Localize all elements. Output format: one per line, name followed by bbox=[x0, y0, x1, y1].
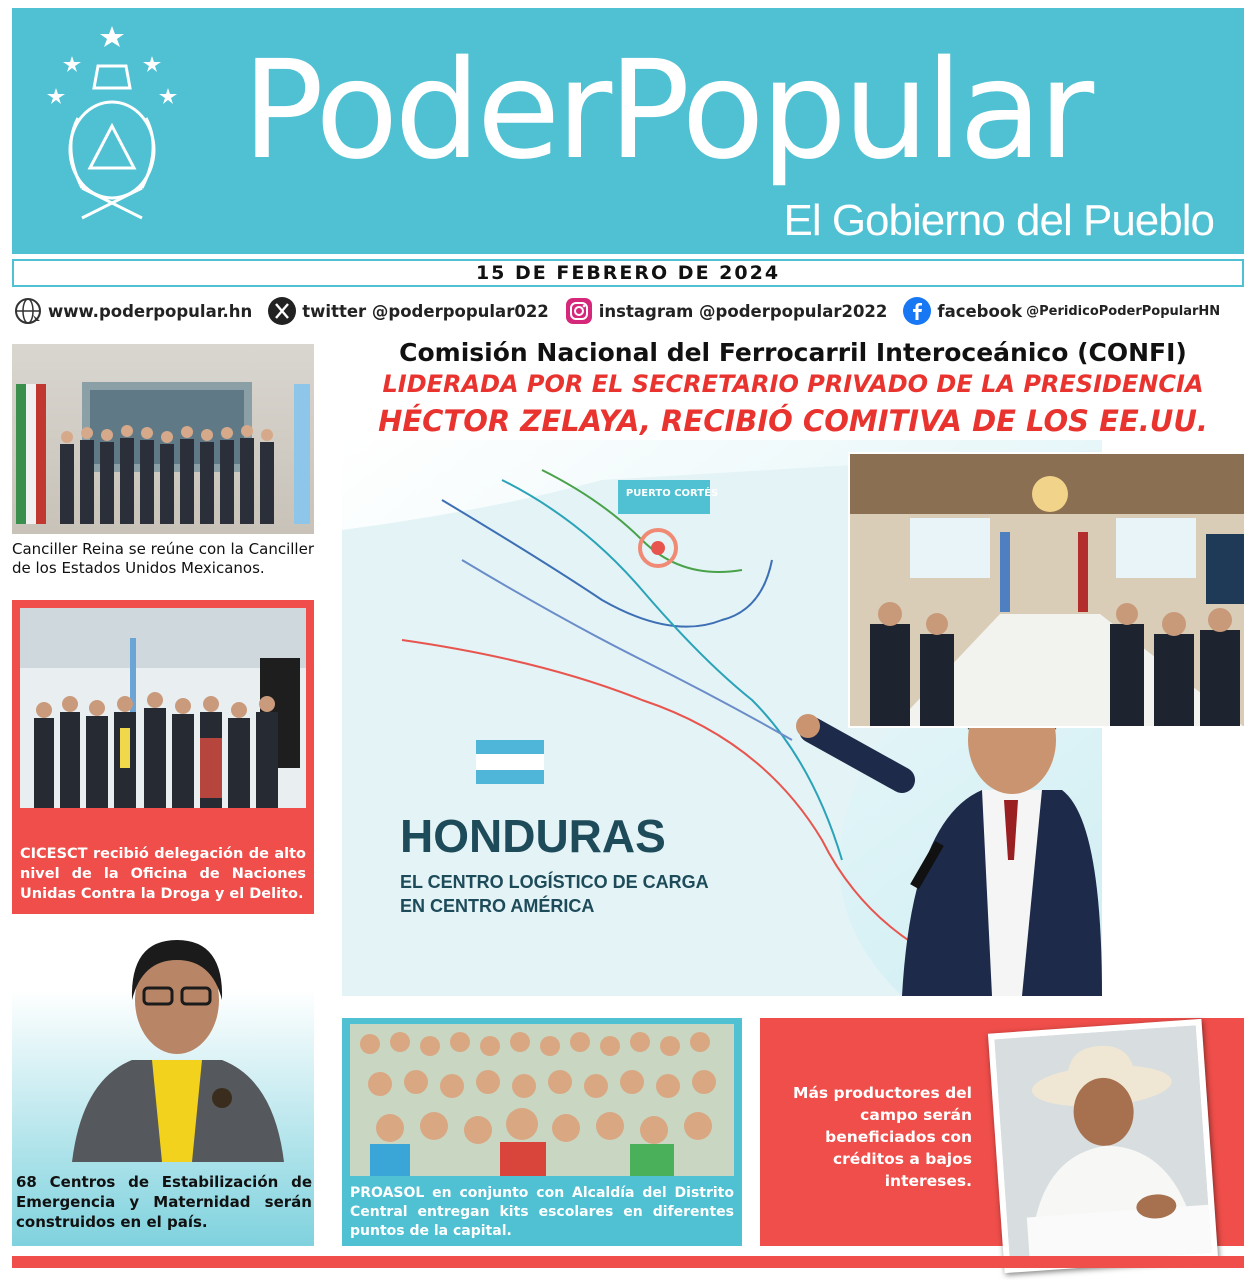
map-country: HONDURAS bbox=[400, 810, 666, 862]
social-bar bbox=[12, 294, 1244, 328]
productor-photo bbox=[988, 1019, 1218, 1273]
globe-icon bbox=[14, 297, 42, 325]
newspaper-title: PoderPopular bbox=[242, 32, 1091, 190]
website-link[interactable] bbox=[14, 297, 252, 325]
centros-caption: 68 Centros de Estabilización de Emergencia y Maternidad serán construidos en el país. bbox=[16, 1173, 312, 1231]
facebook-label: facebook bbox=[937, 301, 1023, 321]
port-label: PUERTO CORTÉS bbox=[625, 488, 719, 499]
facebook-link[interactable] bbox=[903, 297, 1220, 325]
bottom-rule bbox=[12, 1256, 1244, 1268]
twitter-link[interactable] bbox=[268, 297, 549, 325]
cicesct-photo bbox=[20, 608, 306, 808]
facebook-icon bbox=[903, 297, 931, 325]
headline-line-1: Comisión Nacional del Ferrocarril Interoceánico (CONFI) bbox=[399, 338, 1187, 367]
instagram-text: instagram @poderpopular2022 bbox=[598, 301, 888, 321]
instagram-icon bbox=[565, 297, 593, 325]
story-canciller[interactable] bbox=[12, 344, 314, 584]
story-cicesct[interactable] bbox=[12, 600, 314, 914]
map-tagline-2: EN CENTRO AMÉRICA bbox=[400, 896, 595, 916]
meeting-room-illustration bbox=[850, 454, 1246, 728]
productores-caption: Más productores del campo serán beneficiados con créditos a bajos intereses. bbox=[793, 1084, 972, 1190]
canciller-photo bbox=[12, 344, 314, 534]
newspaper-subtitle: El Gobierno del Pueblo bbox=[783, 196, 1214, 245]
proasol-caption: PROASOL en conjunto con Alcaldía del Distrito Central entregan kits escolares en diferentes puntos de la capital. bbox=[350, 1185, 734, 1239]
facebook-handle: @PeridicoPoderPopularHN bbox=[1026, 303, 1221, 319]
cicesct-caption: CICESCT recibió delegación de alto nivel de la Oficina de Naciones Unidas Contra la Droga y el Delito. bbox=[20, 846, 306, 902]
farmer-illustration bbox=[994, 1025, 1211, 1267]
centros-photo bbox=[52, 930, 302, 1162]
x-twitter-icon bbox=[268, 297, 296, 325]
twitter-text: twitter @poderpopular022 bbox=[302, 301, 549, 321]
speaker-photo-illustration bbox=[52, 930, 302, 1162]
story-centros[interactable] bbox=[12, 926, 314, 1246]
proasol-photo bbox=[350, 1024, 734, 1176]
group-photo-illustration bbox=[12, 344, 314, 534]
conference-photo[interactable] bbox=[848, 452, 1246, 728]
website-text: www.poderpopular.hn bbox=[48, 301, 253, 321]
map-tagline-1: EL CENTRO LOGÍSTICO DE CARGA bbox=[400, 872, 709, 892]
canciller-caption: Canciller Reina se reúne con la Canciller de los Estados Unidos Mexicanos. bbox=[12, 540, 314, 577]
headline-line-3: HÉCTOR ZELAYA, RECIBIÓ COMITIVA DE LOS EE.UU. bbox=[378, 404, 1208, 438]
coat-of-arms-icon bbox=[42, 18, 182, 238]
delegation-photo-illustration bbox=[20, 608, 306, 808]
headline-line-2: LIDERADA POR EL SECRETARIO PRIVADO DE LA PRESIDENCIA bbox=[382, 370, 1204, 398]
masthead bbox=[12, 8, 1244, 254]
children-crowd-illustration bbox=[350, 1024, 734, 1176]
issue-date: 15 DE FEBRERO DE 2024 bbox=[12, 259, 1244, 287]
instagram-link[interactable] bbox=[565, 297, 888, 325]
story-proasol[interactable] bbox=[342, 1018, 742, 1246]
